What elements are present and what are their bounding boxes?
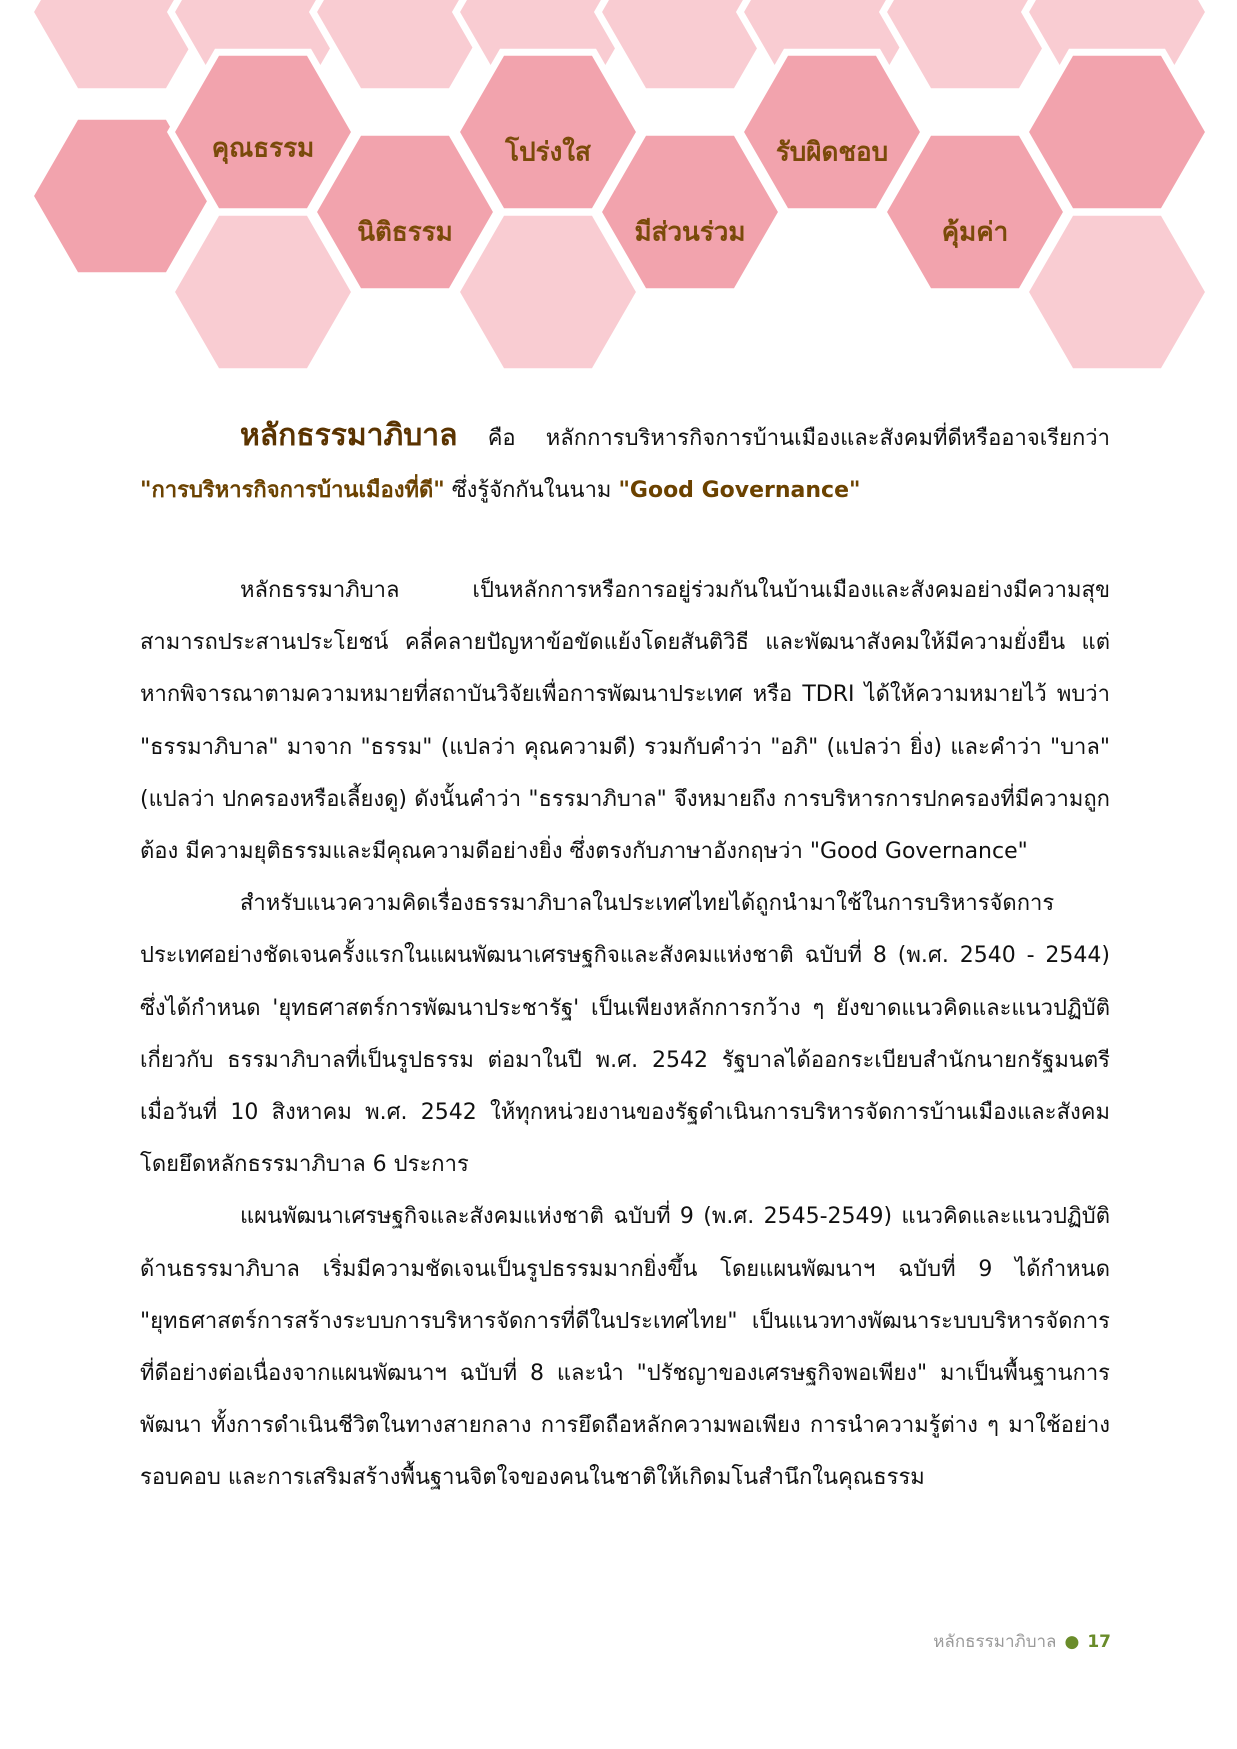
intro-quote-english: "Good Governance" [618,478,861,503]
intro-block [140,410,1110,517]
intro-quote-thai: "การบริหารกิจการบ้านเมืองที่ดี" [140,478,445,503]
footer-bullet: ● [1064,1632,1080,1652]
footer-title: หลักธรรมาภิบาล [933,1632,1057,1652]
page-footer [933,1628,1111,1655]
page-number: 17 [1087,1632,1111,1652]
paragraph-2: สำหรับแนวความคิดเรื่องธรรมาภิบาลในประเทศไทยได้ถูกนำมาใช้ในการบริหารจัดการประเทศอย่างชัดเจนครั้งแรกในแผนพัฒนาเศรษฐกิจและสังคมแห่งชาติ ฉบับที่ 8 (พ.ศ. 2540 - 2544) ซึ่งได้กำหนด 'ยุทธศาสตร์การพัฒนาประชารัฐ' เป็นเพียงหลักการกว้าง ๆ ยังขาดแนวคิดและแนวปฏิบัติเกี่ยวกับ ธรรมาภิบาลที่เป็นรูปธรรม ต่อมาในปี พ.ศ. 2542 รัฐบาลได้ออกระเบียบสำนักนายกรัฐมนตรี เมื่อวันที่ 10 สิงหาคม พ.ศ. 2542 ให้ทุกหน่วยงานของรัฐดำเนินการบริหารจัดการบ้านเมืองและสังคมโดยยึดหลักธรรมาภิบาล 6 ประการ [140,891,1110,1178]
principle-labels [0,0,1237,400]
body-text [140,565,1110,1505]
principle-label-morality: คุณธรรม [211,133,315,164]
intro-line-2 [140,465,1110,517]
principle-label-transparency: โปร่งใส [505,137,591,168]
paragraph-1: หลักธรรมาภิบาล เป็นหลักการหรือการอยู่ร่วมกันในบ้านเมืองและสังคมอย่างมีความสุข สามารถประสานประโยชน์ คลี่คลายปัญหาข้อขัดแย้งโดยสันติวิธี และพัฒนาสังคมให้มีความยั่งยืน แต่หากพิจารณาตามความหมายที่สถาบันวิจัยเพื่อการพัฒนาประเทศ หรือ TDRI ได้ให้ความหมายไว้ พบว่า "ธรรมาภิบาล" มาจาก "ธรรม" (แปลว่า คุณความดี) รวมกับคำว่า "อภิ" (แปลว่า ยิ่ง) และคำว่า "บาล" (แปลว่า ปกครองหรือเลี้ยงดู) ดังนั้นคำว่า "ธรรมาภิบาล" จึงหมายถึง การบริหารการปกครองที่มีความถูกต้อง มีความยุติธรรมและมีคุณความดีอย่างยิ่ง ซึ่งตรงกับภาษาอังกฤษว่า "Good Governance" [140,578,1110,865]
paragraph-3: แผนพัฒนาเศรษฐกิจและสังคมแห่งชาติ ฉบับที่ 9 (พ.ศ. 2545-2549) แนวคิดและแนวปฏิบัติด้านธรรมาภิบาล เริ่มมีความชัดเจนเป็นรูปธรรมมากยิ่งขึ้น โดยแผนพัฒนาฯ ฉบับที่ 9 ได้กำหนด "ยุทธศาสตร์การสร้างระบบการบริหารจัดการที่ดีในประเทศไทย" เป็นแนวทางพัฒนาระบบบริหารจัดการที่ดีอย่างต่อเนื่องจากแผนพัฒนาฯ ฉบับที่ 8 และนำ "ปรัชญาของเศรษฐกิจพอเพียง" มาเป็นพื้นฐานการพัฒนา ทั้งการดำเนินชีวิตในทางสายกลาง การยึดถือหลักความพอเพียง การนำความรู้ต่าง ๆ มาใช้อย่างรอบคอบ และการเสริมสร้างพื้นฐานจิตใจของคนในชาติให้เกิดมโนสำนึกในคุณธรรม [140,1204,1110,1491]
principle-label-participation: มีส่วนร่วม [634,217,746,248]
lead-term: หลักธรรมาภิบาล [240,418,458,453]
principle-label-rule-of-law: นิติธรรม [357,217,453,248]
principle-label-value: คุ้มค่า [941,217,1009,248]
principle-label-accountability: รับผิดชอบ [775,137,889,168]
intro-line-1 [140,410,1110,465]
intro-connector: ซึ่งรู้จักกันในนาม [444,478,619,503]
intro-definition: คือ หลักการบริหารกิจการบ้านเมืองและสังคมที่ดีหรืออาจเรียกว่า [457,426,1110,451]
